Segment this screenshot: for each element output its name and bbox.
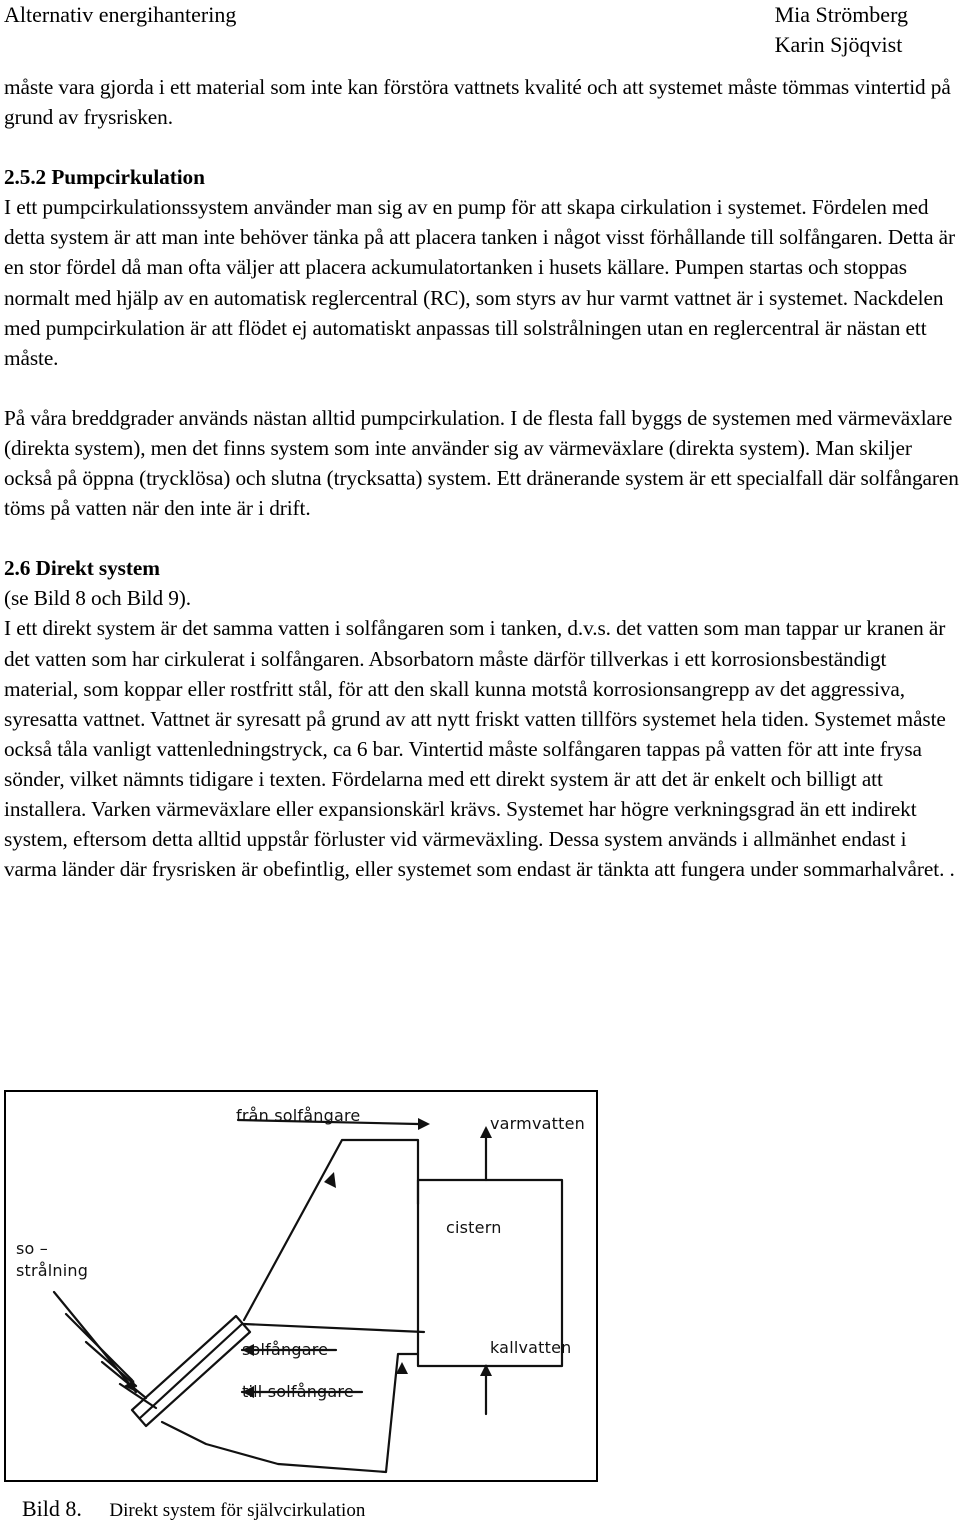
document-header-authors (775, 0, 908, 60)
section-heading-252: 2.5.2 Pumpcirkulation (4, 165, 205, 190)
solar-ray-3 (86, 1342, 136, 1386)
pumpcirkulation-paragraph-1: I ett pumpcirkulationssystem använder man sig av en pump för att skapa cirkulation i systemet. Fördelen med detta system är att man inte behöver tänka på att placera tanken i något visst förhållande till solfångaren. Detta är en stor fördel då man ofta väljer att placera ackumulatortanken i husets källare. Pumpen startas och stoppas normalt med hjälp av en automatisk reglercentral (RC), som styrs av hur varmt vattnet är i systemet. Nackdelen med pumpcirkulation är att flödet ej automatiskt anpassas till solstrålningen utan en reglercentral är nästan ett måste. (4, 195, 956, 370)
label-kallvatten: kallvatten (490, 1338, 572, 1357)
pipe-from-collector (244, 1324, 424, 1332)
solar-ray-4 (102, 1362, 146, 1398)
arrow-up-riser (324, 1172, 336, 1188)
figure-caption (22, 1494, 365, 1526)
arrow-fran (418, 1118, 430, 1130)
solar-ray-2 (66, 1314, 132, 1380)
label-solfangare: solfångare (242, 1340, 329, 1359)
direkt-system-paragraph: I ett direkt system är det samma vatten i solfångaren som i tanken, d.v.s. det vatten som man tappar ur kranen är det vatten som har cirkulerat i solfångaren. Absorbatorn måste därför tillverkas i ett korrosionsbeständigt material, som koppar eller rostfritt stål, för att den skall kunna motstå korrosionsangrepp av det aggressiva, syresatta vattnet. Vattnet är syresatt på grund av att nytt friskt vatten tillförs systemet hela tiden. Systemet måste också tåla vanligt vattenledningstryck, ca 6 bar. Vintertid måste solfångaren tappas på vatten för att inte frysa sönder, vilket nämnts tidigare i texten. Fördelarna med ett direkt system är att det är enkelt och billigt att installera. Varken värmeväxlare eller expansionskärl krävs. Systemet har högre verkningsgrad än ett indirekt system, eftersom detta alltid uppstår förluster vid värmeväxling. Dessa system används i allmänhet endast i varma länder där frysrisken är obefintlig, eller systemet som endast är tänkta att fungera under sommarhalvåret. . (4, 616, 955, 882)
return-pipe (162, 1354, 418, 1472)
label-fran-solfangare: från solfångare (236, 1106, 361, 1125)
label-cistern: cistern (446, 1218, 502, 1237)
author-1: Mia Strömberg (774, 2, 908, 27)
author-2: Karin Sjöqvist (774, 32, 903, 57)
label-varmvatten: varmvatten (490, 1114, 585, 1133)
diagram-drawing (6, 1092, 596, 1480)
section-heading-26: 2.6 Direkt system (4, 556, 160, 581)
figure-direct-system-diagram (4, 1090, 598, 1482)
label-till-solfangare: till solfångare (242, 1382, 354, 1401)
section-reference: (se Bild 8 och Bild 9). (4, 586, 191, 611)
document-body (4, 72, 960, 884)
riser-pipe (244, 1140, 418, 1320)
caption-number: Bild 8. (22, 1496, 82, 1521)
caption-text: Direkt system för självcirkulation (109, 1500, 366, 1521)
intro-paragraph: måste vara gjorda i ett material som inte kan förstöra vattnets kvalité och att systemet måste tömmas vintertid på grund av frysrisken. (4, 75, 951, 130)
pumpcirkulation-paragraph-2: På våra breddgrader används nästan alltid pumpcirkulation. I de flesta fall byggs de systemen med värmeväxlare (direkta system), men det finns system som inte använder sig av värmeväxlare (direkta system). Man skiljer också på öppna (trycklösa) och slutna (trycksatta) system. Ett dränerande system är ett specialfall där solfångaren töms på vatten när den inte är i drift. (4, 405, 959, 521)
label-so-stralning: so – strålning (16, 1239, 89, 1280)
document-header-title: Alternativ energihantering (4, 2, 237, 27)
